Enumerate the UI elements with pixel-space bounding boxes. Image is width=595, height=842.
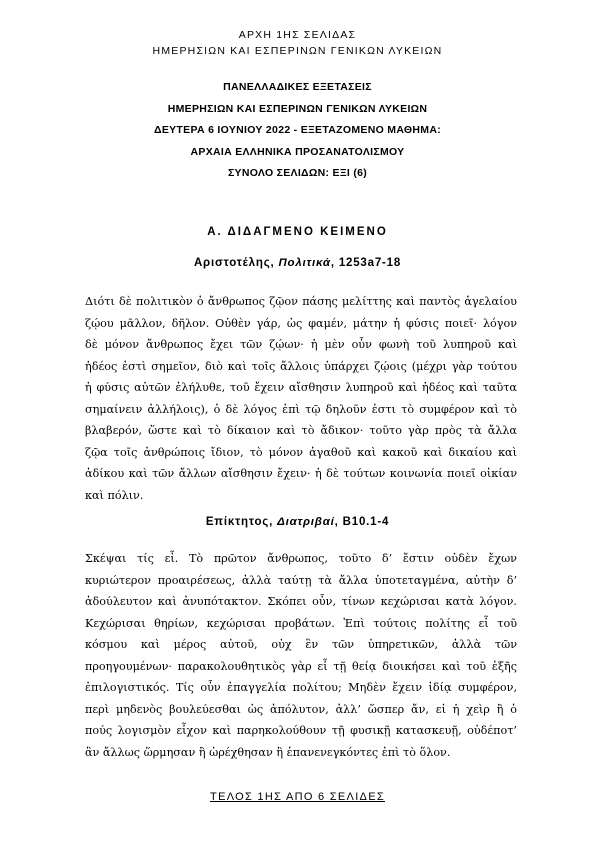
text2-line: κυριώτερον προαιρέσεως, ἀλλὰ ταύτῃ τὰ ἄλλα ὑποτεταγμένα, αὐτὴν δ’ [85, 573, 517, 587]
text2-line: Σκέψαι τίς εἶ. Τὸ πρῶτον ἄνθρωπος, τοῦτο δ’ ἔστιν οὐδὲν ἔχων [85, 552, 517, 565]
text1-line: ἡ φύσις αὐτῶν ἐλήλυθε, τοῦ ἔχειν αἴσθησιν λυπηροῦ καὶ ἡδέος καὶ ταῦτα [85, 381, 517, 394]
text2-line: ἂν ἄλλως ὥρμησαν ἢ ὠρέχθησαν ἢ ἐπανενεγκόντες ἐπὶ τὸ ὅλον. [85, 745, 451, 759]
text1-line: ζῷα τοῖς ἀνθρώποις ἴδιον, τὸ μόνον ἀγαθοῦ καὶ κακοῦ καὶ δικαίου καὶ [85, 445, 517, 459]
text1-line: ἀδίκου καὶ τῶν ἄλλων αἴσθησιν ἔχειν· ἡ δὲ τούτων κοινωνία ποιεῖ οἰκίαν [85, 467, 517, 480]
page-end-label: ΤΕΛΟΣ 1ΗΣ ΑΠΟ 6 ΣΕΛΙΔΕΣ [210, 791, 385, 803]
text2-author: Επίκτητος, [205, 516, 278, 528]
page-footer [0, 791, 595, 803]
text1-line: καὶ πόλιν. [85, 488, 144, 502]
text1-heading [0, 257, 595, 269]
text2-line: ἐπιλογιστικός. Τίς οὖν ἐπαγγελία πολίτου; Μηδὲν ἔχειν ἰδίᾳ συμφέρον, [85, 681, 517, 694]
exam-date-subject: ΔΕΥΤΕΡΑ 6 ΙΟΥΝΙΟΥ 2022 - ΕΞΕΤΑΖΟΜΕΝΟ ΜΑΘΗΜΑ: [153, 124, 442, 136]
text2-line: πούς λογισμὸν εἶχον καὶ παρηκολούθουν τῇ φυσικῇ κατασκευῇ, οὐδέποτ’ [85, 724, 517, 737]
page-start-label: ΑΡΧΗ 1ΗΣ ΣΕΛΙΔΑΣ [238, 29, 357, 41]
text2-ref: , Β10.1-4 [334, 516, 390, 528]
text1-line: ἡδέος ἐστὶ σημεῖον, διὸ καὶ τοῖς ἄλλοις ὑπάρχει ζῴοις (μέχρι γὰρ τούτου [85, 359, 517, 373]
text2-line: προηγουμένων· παρακολουθητικὸς γὰρ εἶ τῇ θείᾳ διοικήσει καὶ τοῦ ἑξῆς [85, 659, 517, 673]
section-title: Α. ΔΙΔΑΓΜΕΝΟ ΚΕΙΜΕΝΟ [207, 226, 388, 238]
text1-author: Αριστοτέλης, [193, 257, 279, 269]
text2-line: ἀδούλευτον καὶ ἀνυπότακτον. Σκόπει οὖν, τίνων κεχώρισαι κατὰ λόγον. [85, 595, 517, 608]
exam-page-count: ΣΥΝΟΛΟ ΣΕΛΙΔΩΝ: ΕΞΙ (6) [227, 167, 368, 179]
text2-work: Διατριβαί [277, 516, 335, 528]
text1-ref: , 1253a7-18 [330, 257, 402, 269]
text1-line: Διότι δὲ πολιτικὸν ὁ ἄνθρωπος ζῷον πάσης μελίττης καὶ παντὸς ἀγελαίου [85, 295, 517, 308]
text1-line: σημαίνειν ἀλλήλοις), ὁ δὲ λόγος ἐπὶ τῷ δηλοῦν ἐστι τὸ συμφέρον καὶ τὸ [85, 402, 517, 416]
text2-heading [0, 516, 595, 528]
school-type-label: ΗΜΕΡΗΣΙΩΝ ΚΑΙ ΕΣΠΕΡΙΝΩΝ ΓΕΝΙΚΩΝ ΛΥΚΕΙΩΝ [152, 45, 443, 57]
text1-body [85, 291, 517, 506]
text2-line: περὶ μηδενὸς βουλεύεσθαι ὡς ἀπόλυτον, ἀλλ’ ὥσπερ ἄν, εἰ ἡ χεὶρ ἢ ὁ [85, 702, 517, 716]
exam-subject: ΑΡΧΑΙΑ ΕΛΛΗΝΙΚΑ ΠΡΟΣΑΝΑΤΟΛΙΣΜΟΥ [190, 146, 405, 158]
text2-body [85, 548, 517, 763]
text2-line: Κεχώρισαι θηρίων, κεχώρισαι προβάτων. Ἐπὶ τούτοις πολίτης εἶ τοῦ [85, 616, 517, 630]
text1-line: βλαβερόν, ὥστε καὶ τὸ δίκαιον καὶ τὸ ἄδικον· τοῦτο γὰρ πρὸς τὰ ἄλλα [85, 424, 517, 437]
text1-line: δὲ μόνον ἄνθρωπος ἔχει τῶν ζῴων· ἡ μὲν οὖν φωνὴ τοῦ λυπηροῦ καὶ [85, 338, 517, 351]
exam-schools: ΗΜΕΡΗΣΙΩΝ ΚΑΙ ΕΣΠΕΡΙΝΩΝ ΓΕΝΙΚΩΝ ΛΥΚΕΙΩΝ [167, 103, 428, 115]
text2-line: κόσμου καὶ μέρος αὐτοῦ, οὐχ ἓν τῶν ὑπηρετικῶν, ἀλλὰ τῶν [85, 638, 517, 651]
text1-work: Πολιτικά [278, 257, 331, 269]
exam-title: ΠΑΝΕΛΛΑΔΙΚΕΣ ΕΞΕΤΑΣΕΙΣ [223, 81, 372, 93]
text1-line: ζῴου μᾶλλον, δῆλον. Οὐθὲν γάρ, ὡς φαμέν, μάτην ἡ φύσις ποιεῖ· λόγον [85, 316, 517, 330]
